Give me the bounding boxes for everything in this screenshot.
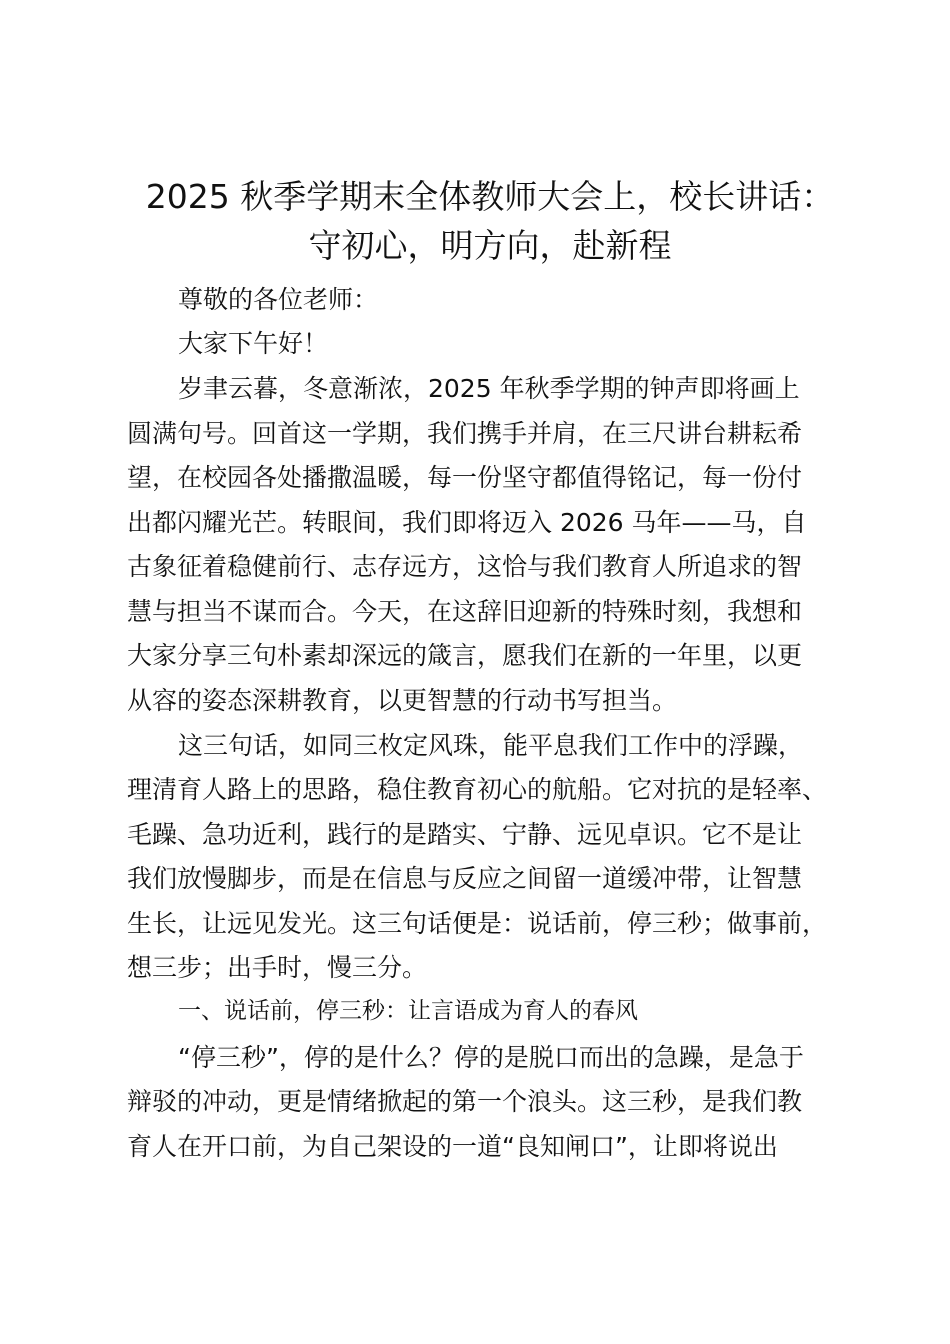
paragraph-line: 岁聿云暮，冬意渐浓，2025 年秋季学期的钟声即将画上 xyxy=(178,374,800,403)
salutation: 尊敬的各位老师： xyxy=(178,285,379,314)
paragraph-line: “停三秒”，停的是什么？停的是脱口而出的急躁，是急于 xyxy=(178,1043,804,1072)
paragraph-line: 古象征着稳健前行、志存远方，这恰与我们教育人所追求的智 xyxy=(127,552,803,581)
paragraph-line: 想三步；出手时，慢三分。 xyxy=(127,953,428,982)
paragraph-line: 辩驳的冲动，更是情绪掀起的第一个浪头。这三秒，是我们教 xyxy=(127,1087,803,1116)
paragraph-line: 出都闪耀光芒。转眼间，我们即将迈入 2026 马年——马，自 xyxy=(127,508,807,537)
paragraph-line: 我们放慢脚步，而是在信息与反应之间留一道缓冲带，让智慧 xyxy=(127,864,803,893)
greeting: 大家下午好！ xyxy=(178,329,329,358)
paragraph-line: 育人在开口前，为自己架设的一道“良知闸口”，让即将说出 xyxy=(127,1132,778,1161)
paragraph-line: 圆满句号。回首这一学期，我们携手并肩，在三尺讲台耕耘希 xyxy=(127,419,803,448)
paragraph-line: 慧与担当不谋而合。今天，在这辞旧迎新的特殊时刻，我想和 xyxy=(127,597,803,626)
section-heading: 一、说话前，停三秒：让言语成为育人的春风 xyxy=(178,998,638,1024)
paragraph-line: 生长，让远见发光。这三句话便是：说话前，停三秒；做事前， xyxy=(127,909,828,938)
paragraph-line: 大家分享三句朴素却深远的箴言，愿我们在新的一年里，以更 xyxy=(127,641,803,670)
document-title-line-2: 守初心，明方向，赴新程 xyxy=(308,226,672,265)
paragraph-line: 理清育人路上的思路，稳住教育初心的航船。它对抗的是轻率、 xyxy=(127,775,828,804)
paragraph-line: 毛躁、急功近利，践行的是踏实、宁静、远见卓识。它不是让 xyxy=(127,820,803,849)
paragraph-line: 从容的姿态深耕教育，以更智慧的行动书写担当。 xyxy=(127,686,678,715)
paragraph-line: 这三句话，如同三枚定风珠，能平息我们工作中的浮躁， xyxy=(178,731,804,760)
paragraph-line: 望，在校园各处播撒温暖，每一份坚守都值得铭记，每一份付 xyxy=(127,463,803,492)
document-title-line-1: 2025 秋季学期末全体教师大会上，校长讲话： xyxy=(145,177,835,216)
